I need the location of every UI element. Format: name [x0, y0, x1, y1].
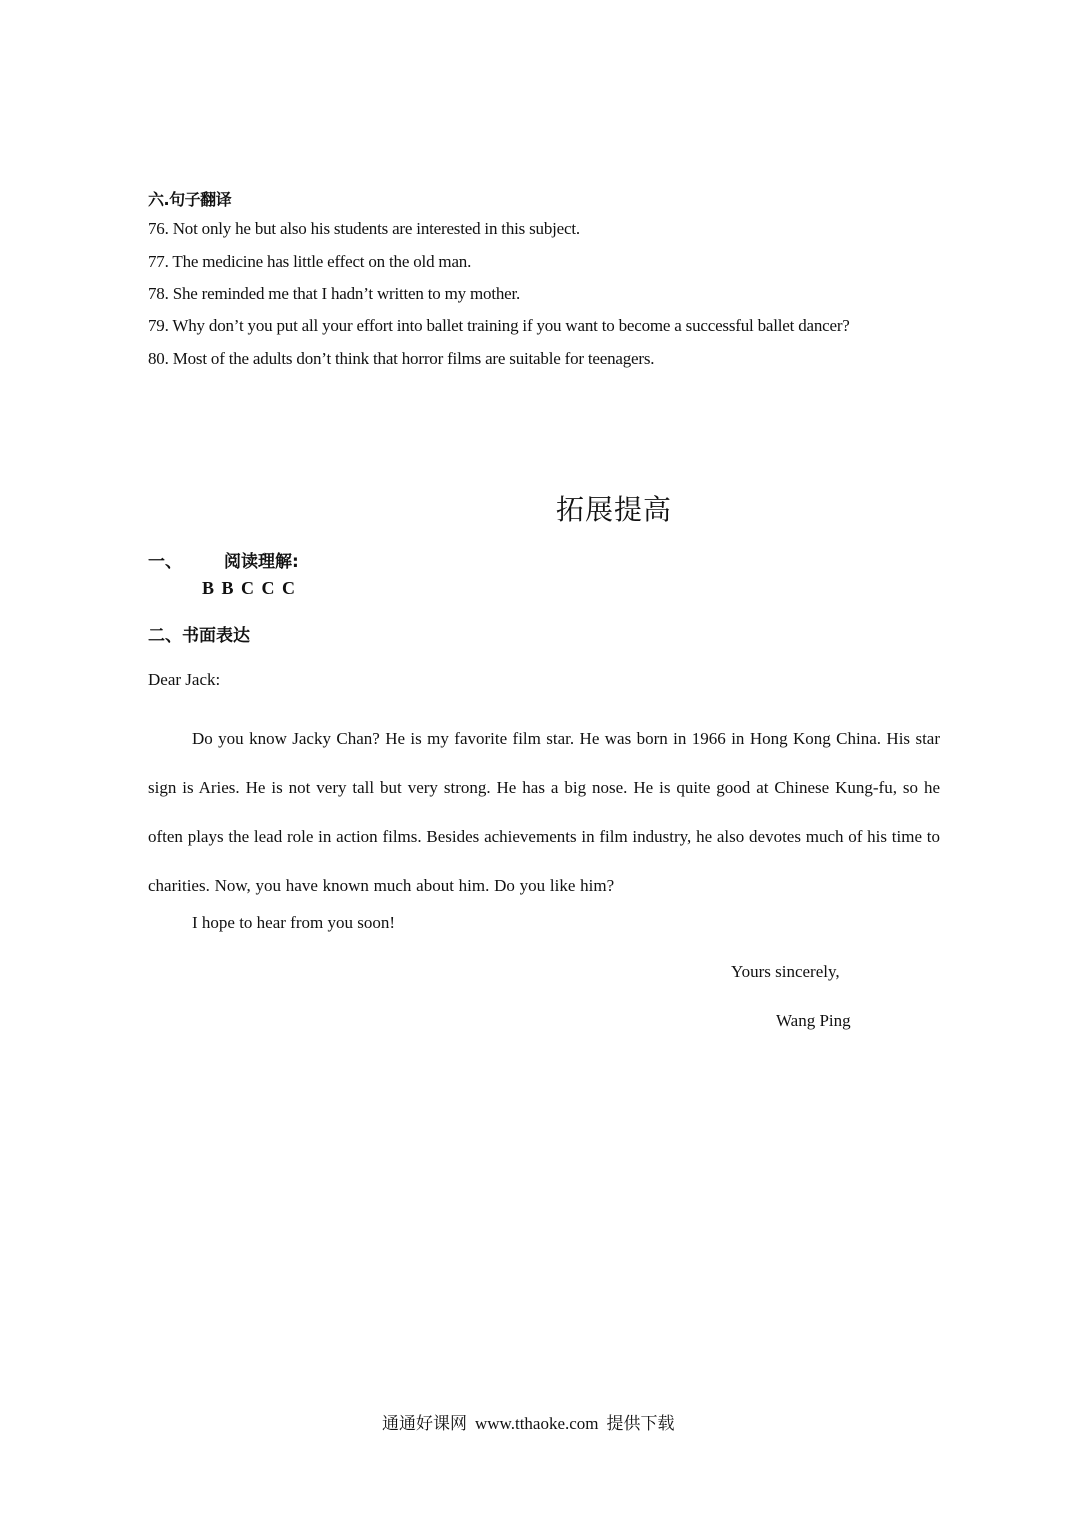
letter-signature: Wang Ping	[776, 1011, 851, 1030]
sentence-76: 76. Not only he but also his students are interested in this subject.	[148, 219, 580, 238]
letter-body: Do you know Jacky Chan? He is my favorite film star. He was born in 1966 in Hong Kong China. His star sign is Aries. He is not very tall but very strong. He has a big nose. He is quite good at Chinese Kung-fu, so he often plays the lead role in action films. Besides achievements in film industry, he also devotes much of his time to charities. Now, you have known much about him. Do you like him?	[148, 729, 940, 895]
part1-title: 阅读理解:	[224, 552, 299, 572]
sentence-79: 79. Why don’t you put all your effort into ballet training if you want to become a successful ballet dancer?	[148, 316, 850, 335]
part1-number: 一、	[148, 552, 182, 572]
reading-answers: B B C C C	[202, 578, 297, 598]
sentence-80: 80. Most of the adults don’t think that horror films are suitable for teenagers.	[148, 349, 655, 368]
footer-suffix: 提供下载	[606, 1414, 675, 1434]
letter-salutation: Dear Jack:	[148, 670, 221, 689]
letter-sign-off: Yours sincerely,	[731, 962, 840, 981]
footer-url[interactable]: www.tthaoke.com	[475, 1414, 599, 1433]
sentence-77: 77. The medicine has little effect on the old man.	[148, 252, 472, 271]
footer	[382, 1409, 675, 1434]
footer-site-name: 通通好课网	[382, 1414, 467, 1434]
page-title: 拓展提高	[556, 493, 673, 526]
section6-heading: 六.句子翻译	[148, 190, 232, 209]
letter-closing-line: I hope to hear from you soon!	[192, 913, 396, 932]
sentence-78: 78. She reminded me that I hadn’t written to my mother.	[148, 284, 521, 303]
part2-heading: 二、书面表达	[148, 626, 250, 646]
